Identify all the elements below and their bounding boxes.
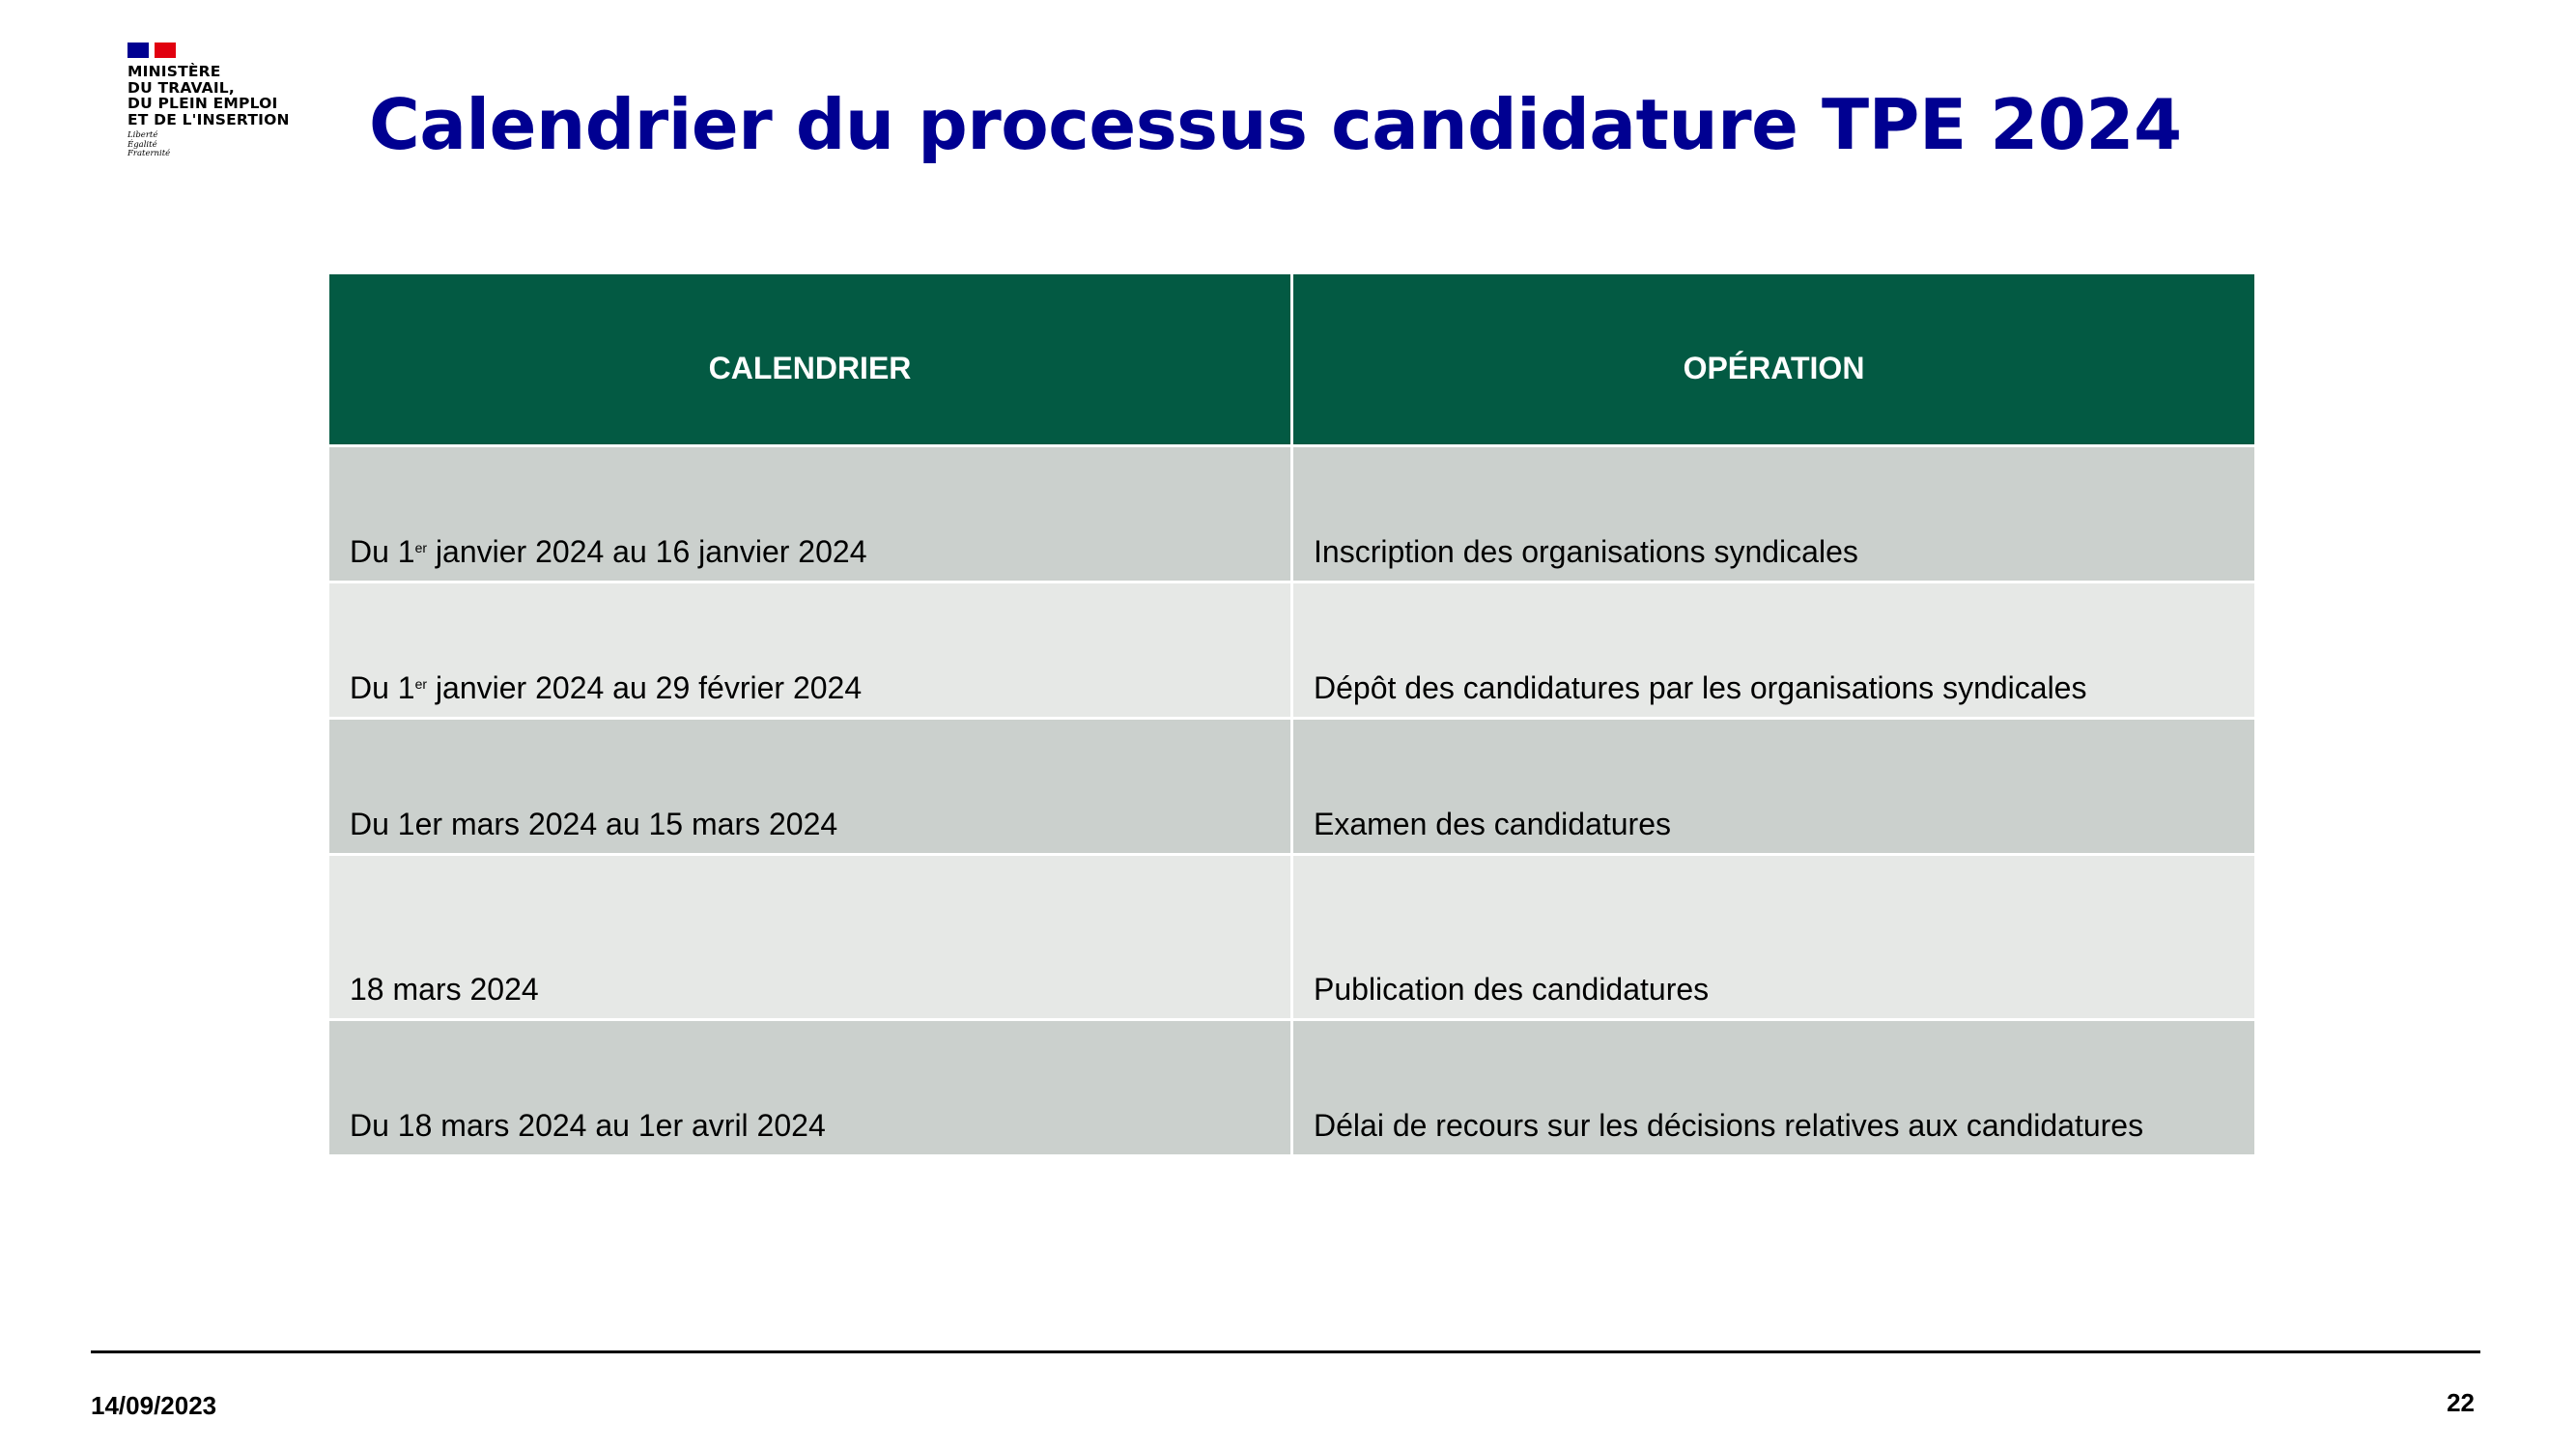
ministry-name-line: MINISTÈRE xyxy=(127,63,221,80)
column-header-operation: OPÉRATION xyxy=(1293,274,2254,444)
page-title: Calendrier du processus candidature TPE 2024 xyxy=(369,84,2182,165)
ministry-name-line: ET DE L'INSERTION xyxy=(127,110,290,128)
motto-line: Liberté xyxy=(127,130,158,140)
page-number: 22 xyxy=(2447,1388,2475,1417)
table-cell-calendar: Du 1er mars 2024 au 15 mars 2024 xyxy=(329,720,1290,853)
cell-text: Du 1er janvier 2024 au 29 février 2024 xyxy=(350,670,863,705)
ministry-name xyxy=(127,64,321,128)
table-cell-operation: Dépôt des candidatures par les organisations syndicales xyxy=(1293,583,2254,717)
ministry-name-line: DU PLEIN EMPLOI xyxy=(127,95,278,112)
cell-text: Du 1er janvier 2024 au 16 janvier 2024 xyxy=(350,534,867,569)
republic-motto xyxy=(127,131,321,159)
ministry-name-line: DU TRAVAIL, xyxy=(127,78,235,97)
column-header-calendar: CALENDRIER xyxy=(329,274,1290,444)
footer-divider xyxy=(91,1350,2480,1353)
footer-date: 14/09/2023 xyxy=(91,1391,217,1420)
table-cell-operation: Examen des candidatures xyxy=(1293,720,2254,853)
table-cell-calendar xyxy=(329,583,1290,717)
table-cell-operation: Délai de recours sur les décisions relatives aux candidatures xyxy=(1293,1021,2254,1154)
french-flag-icon xyxy=(127,43,176,58)
table-cell-calendar xyxy=(329,447,1290,581)
ministry-logo xyxy=(127,43,321,159)
motto-line: Fraternité xyxy=(127,149,171,158)
table-cell-calendar: 18 mars 2024 xyxy=(329,856,1290,1018)
table-cell-operation: Publication des candidatures xyxy=(1293,856,2254,1018)
motto-line: Égalité xyxy=(127,139,157,150)
calendar-table xyxy=(329,274,2254,1154)
table-cell-operation: Inscription des organisations syndicales xyxy=(1293,447,2254,581)
table-cell-calendar: Du 18 mars 2024 au 1er avril 2024 xyxy=(329,1021,1290,1154)
